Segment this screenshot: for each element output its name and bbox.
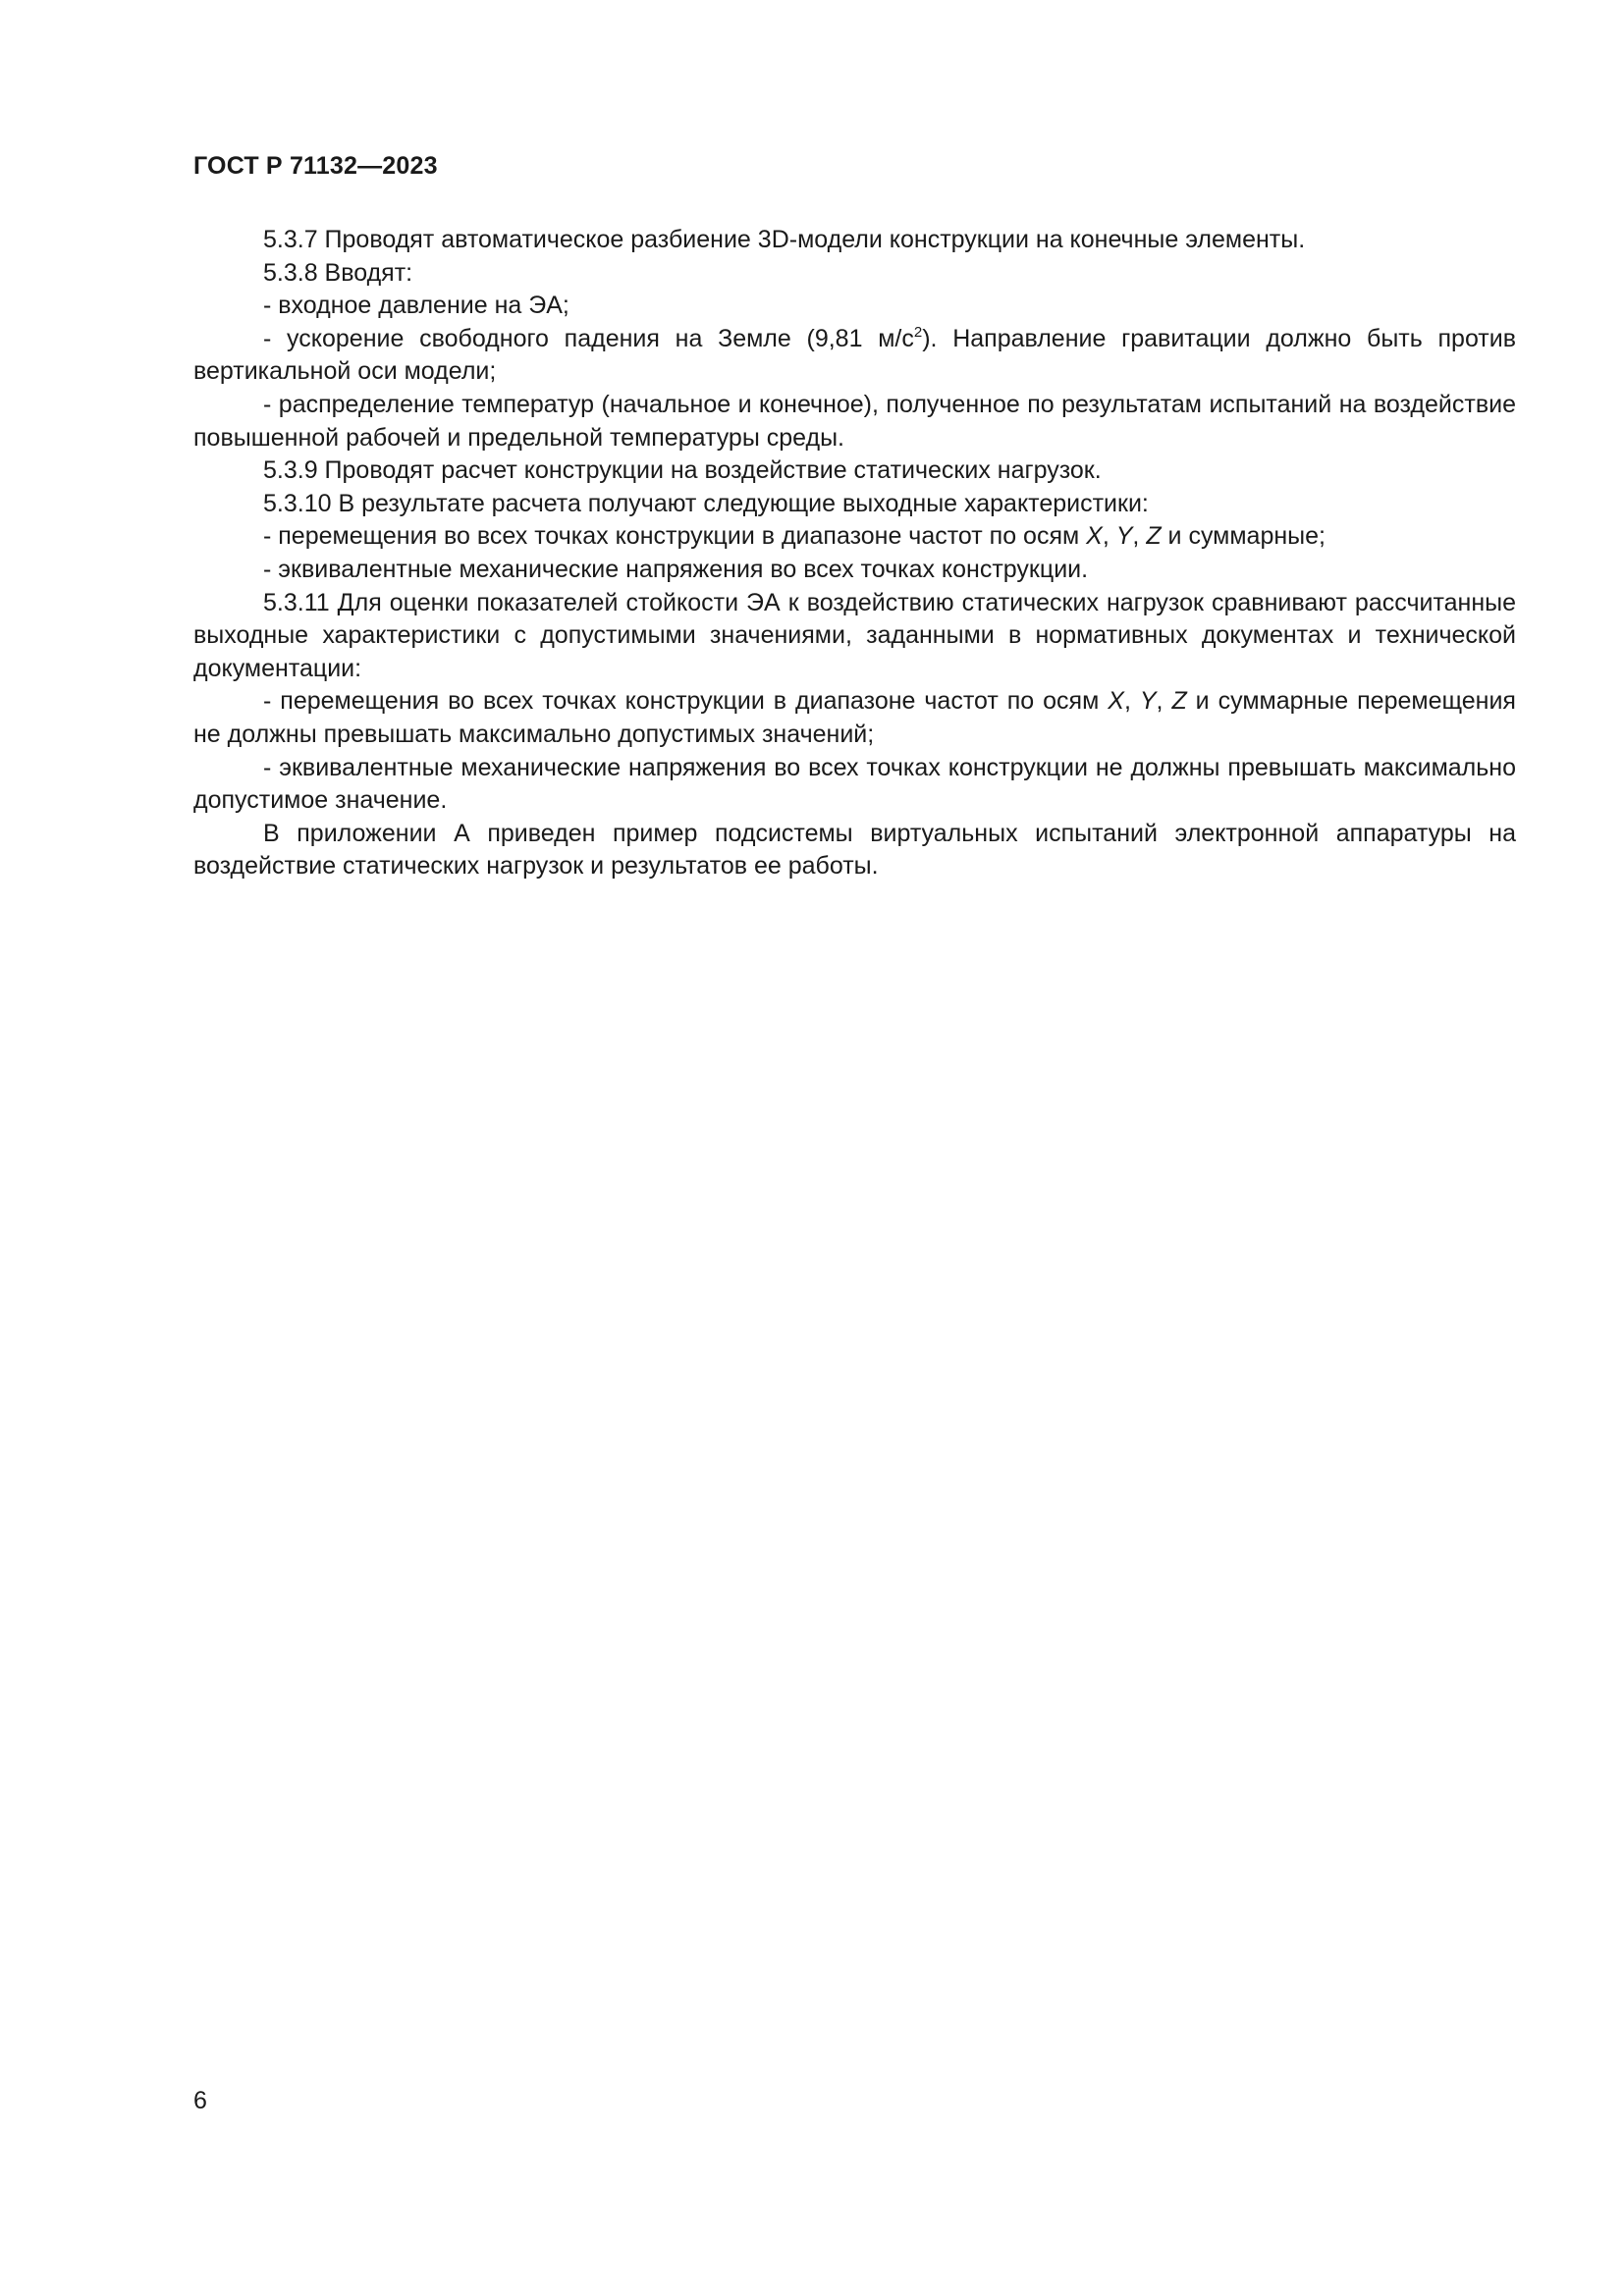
axis-y: Y bbox=[1139, 687, 1157, 716]
paragraph-5-3-11: 5.3.11 Для оценки показателей стойкости ЭА к воздействию статических нагрузок сравнивают рассчитанные выходные характеристики с допустимыми значениями, заданными в нормативных документах и технической документации: bbox=[193, 588, 1516, 682]
page-number: 6 bbox=[193, 2087, 207, 2114]
paragraph-5-3-8: 5.3.8 Вводят: bbox=[263, 258, 413, 287]
paragraph-5-3-9: 5.3.9 Проводят расчет конструкции на воздействие статических нагрузок. bbox=[263, 456, 1102, 485]
axis-separator: , bbox=[1102, 522, 1116, 551]
list-item-stress-limit: - эквивалентные механические напряжения во всех точках конструкции не должны превышать максимально допустимое значение. bbox=[193, 753, 1516, 815]
list-item-displacements bbox=[193, 520, 1516, 554]
gravity-text-after: ). Направление гравитации должно быть против вертикальной оси модели; bbox=[193, 324, 1517, 386]
paragraph-5-3-10: 5.3.10 В результате расчета получают следующие выходные характеристики: bbox=[263, 489, 1149, 517]
axis-separator: , bbox=[1156, 687, 1172, 716]
limits-text-before: - перемещения во всех точках конструкции в диапазоне частот по осям bbox=[263, 687, 1109, 716]
list-item-gravity bbox=[193, 323, 1516, 389]
limits-text-after: и суммарные перемещения не должны превышать максимально допустимых значений; bbox=[193, 687, 1516, 748]
axis-z: Z bbox=[1146, 522, 1162, 551]
axis-separator: , bbox=[1132, 522, 1147, 551]
axis-y: Y bbox=[1115, 522, 1133, 551]
paragraph-5-3-7: 5.3.7 Проводят автоматическое разбиение 3D-модели конструкции на конечные элементы. bbox=[263, 226, 1306, 253]
axis-separator: , bbox=[1123, 687, 1140, 716]
axis-z: Z bbox=[1171, 687, 1187, 716]
document-code: ГОСТ Р 71132—2023 bbox=[193, 152, 438, 180]
list-item-stresses: - эквивалентные механические напряжения во всех точках конструкции. bbox=[263, 555, 1089, 583]
axis-x: X bbox=[1086, 522, 1103, 551]
gravity-text-before: - ускорение свободного падения на Земле (9,81 м/с bbox=[263, 324, 914, 352]
list-item-input-pressure: - входное давление на ЭА; bbox=[263, 292, 569, 320]
superscript-2: 2 bbox=[913, 323, 923, 341]
list-item-displacement-limits bbox=[193, 685, 1516, 751]
displacements-text-after: и суммарные; bbox=[1161, 522, 1326, 551]
displacements-text-before: - перемещения во всех точках конструкции в диапазоне частот по осям bbox=[263, 522, 1087, 551]
document-body bbox=[193, 224, 1516, 883]
axis-x: X bbox=[1108, 687, 1124, 716]
paragraph-appendix-reference: В приложении А приведен пример подсистемы виртуальных испытаний электронной аппаратуры на воздействие статических нагрузок и результатов ее работы. bbox=[193, 819, 1516, 881]
list-item-temperature: - распределение температур (начальное и конечное), полученное по результатам испытаний на воздействие повышенной рабочей и предельной температуры среды. bbox=[193, 390, 1516, 452]
